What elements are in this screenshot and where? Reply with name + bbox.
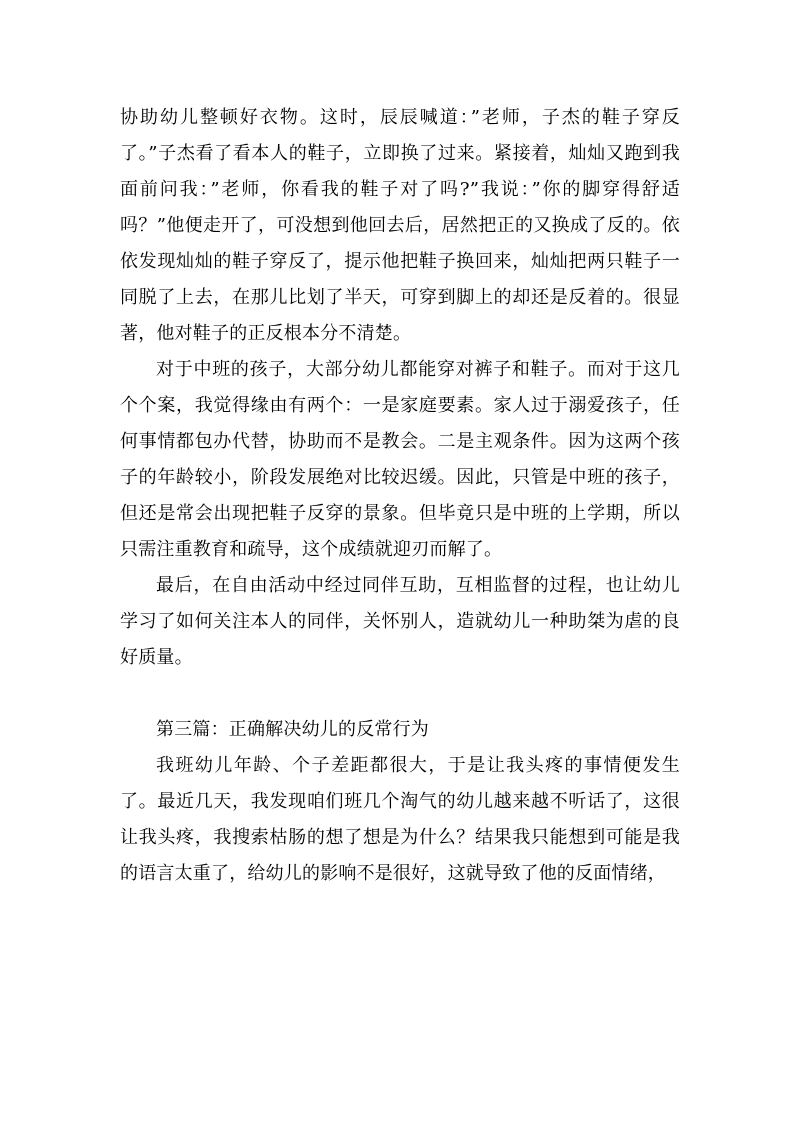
paragraph-continued: 协助幼儿整顿好衣物。这时，辰辰喊道：”老师，子杰的鞋子穿反了。”子杰看了看本人的鞋子，立即换了过来。紧接着，灿灿又跑到我面前问我：”老师，你看我的鞋子对了吗?”我说：”你的脚穿得舒适吗？”他便走开了，可没想到他回去后，居然把正的又换成了反的。依依发现灿灿的鞋子穿反了，提示他把鞋子换回来，灿灿把两只鞋子一同脱了上去，在那儿比划了半天，可穿到脚上的却还是反着的。很显著，他对鞋子的正反根本分不清楚。	[120, 107, 680, 344]
paragraph-conclusion: 最后，在自由活动中经过同伴互助，互相监督的过程，也让幼儿学习了如何关注本人的同伴，关怀别人，造就幼儿一种助桀为虐的良好质量。	[120, 575, 680, 668]
paragraph-section-three-intro: 我班幼儿年龄、个子差距都很大，于是让我头疼的事情便发生了。最近几天，我发现咱们班几个淘气的幼儿越来越不听话了，这很让我头疼，我搜索枯肠的想了想是为什么？结果我只能想到可能是我的语言太重了，给幼儿的影响不是很好，这就导致了他的反面情绪，	[120, 755, 680, 884]
section-title: 第三篇：正确解决幼儿的反常行为	[156, 719, 429, 740]
document-body	[120, 100, 680, 892]
paragraph-middle-class-analysis: 对于中班的孩子，大部分幼儿都能穿对裤子和鞋子。而对于这几个个案，我觉得缘由有两个：一是家庭要素。家人过于溺爱孩子，任何事情都包办代替，协助而不是教会。二是主观条件。因为这两个孩子的年龄较小，阶段发展绝对比较迟缓。因此，只管是中班的孩子，但还是常会出现把鞋子反穿的景象。但毕竟只是中班的上学期，所以只需注重教育和疏导，这个成绩就迎刃而解了。	[120, 359, 680, 560]
